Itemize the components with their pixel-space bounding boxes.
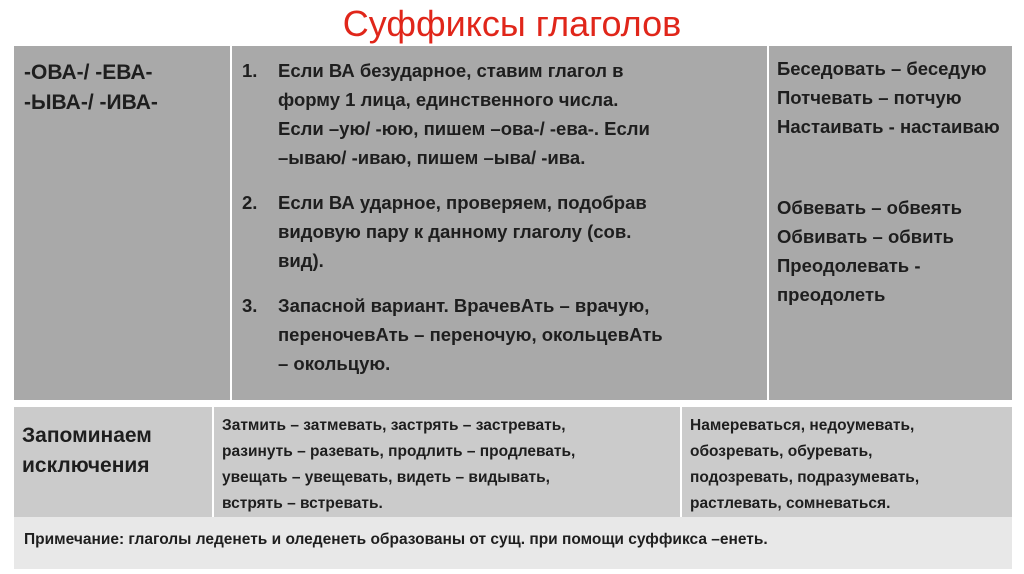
example-line: Беседовать – беседую bbox=[777, 58, 987, 79]
suffix-line-2: -ЫВА-/ -ИВА- bbox=[24, 91, 158, 114]
rule-line: видовую пару к данному глаголу (сов. bbox=[278, 221, 632, 242]
rules-list bbox=[242, 56, 759, 378]
rule-line: Запасной вариант. ВрачевАть – врачую, bbox=[278, 295, 650, 316]
rule-line: – окольцую. bbox=[278, 353, 391, 374]
rules-cell bbox=[231, 45, 768, 401]
exception-line: подозревать, подразумевать, bbox=[690, 469, 920, 486]
examples-group-2 bbox=[777, 193, 1006, 309]
rule-line: –ываю/ -иваю, пишем –ыва/ -ива. bbox=[278, 147, 586, 168]
exception-line: Затмить – затмевать, застрять – застревать, bbox=[222, 417, 566, 434]
rule-line: переночевАть – переночую, окольцевАть bbox=[278, 324, 663, 345]
page-title: Суффиксы глаголов bbox=[342, 3, 682, 44]
rule-line: форму 1 лица, единственного числа. bbox=[278, 89, 619, 110]
rule-number: 1. bbox=[242, 60, 258, 81]
exceptions-label-line: Запоминаем bbox=[22, 424, 152, 447]
exception-line: Намереваться, недоумевать, bbox=[690, 417, 915, 434]
rule-item-3 bbox=[242, 291, 759, 378]
rule-line: Если –ую/ -юю, пишем –ова-/ -ева-. Если bbox=[278, 118, 650, 139]
examples-group-1 bbox=[777, 54, 1006, 141]
exceptions-label-cell bbox=[13, 406, 213, 518]
rules-table bbox=[12, 44, 1014, 402]
example-line: преодолеть bbox=[777, 284, 886, 305]
example-line: Преодолевать - bbox=[777, 255, 921, 276]
exceptions-words-cell bbox=[681, 406, 1013, 518]
rule-line: Если ВА безударное, ставим глагол в bbox=[278, 60, 624, 81]
rule-number: 2. bbox=[242, 192, 258, 213]
rules-row bbox=[13, 45, 1013, 401]
example-line: Настаивать - настаиваю bbox=[777, 116, 1000, 137]
exceptions-label-line: исключения bbox=[22, 454, 150, 477]
note-text: Примечание: глаголы леденеть и оледенеть образованы от сущ. при помощи суффикса –енеть. bbox=[12, 517, 1012, 569]
rule-line: Если ВА ударное, проверяем, подобрав bbox=[278, 192, 647, 213]
suffix-line-1: -ОВА-/ -ЕВА- bbox=[24, 61, 153, 84]
example-line: Потчевать – потчую bbox=[777, 87, 962, 108]
rule-line: вид). bbox=[278, 250, 324, 271]
exception-line: разинуть – разевать, продлить – продлевать, bbox=[222, 443, 576, 460]
rule-item-2 bbox=[242, 188, 759, 275]
exception-line: встрять – встревать. bbox=[222, 495, 383, 512]
rule-item-1 bbox=[242, 56, 759, 172]
example-line: Обвевать – обвеять bbox=[777, 197, 963, 218]
exceptions-table bbox=[12, 405, 1014, 519]
suffix-cell bbox=[13, 45, 231, 401]
example-line: Обвивать – обвить bbox=[777, 226, 954, 247]
exception-line: увещать – увещевать, видеть – видывать, bbox=[222, 469, 550, 486]
exception-line: обозревать, обуревать, bbox=[690, 443, 873, 460]
exception-line: растлевать, сомневаться. bbox=[690, 495, 891, 512]
rule-number: 3. bbox=[242, 295, 258, 316]
examples-cell bbox=[768, 45, 1013, 401]
exceptions-row bbox=[13, 406, 1013, 518]
exceptions-pairs-cell bbox=[213, 406, 681, 518]
